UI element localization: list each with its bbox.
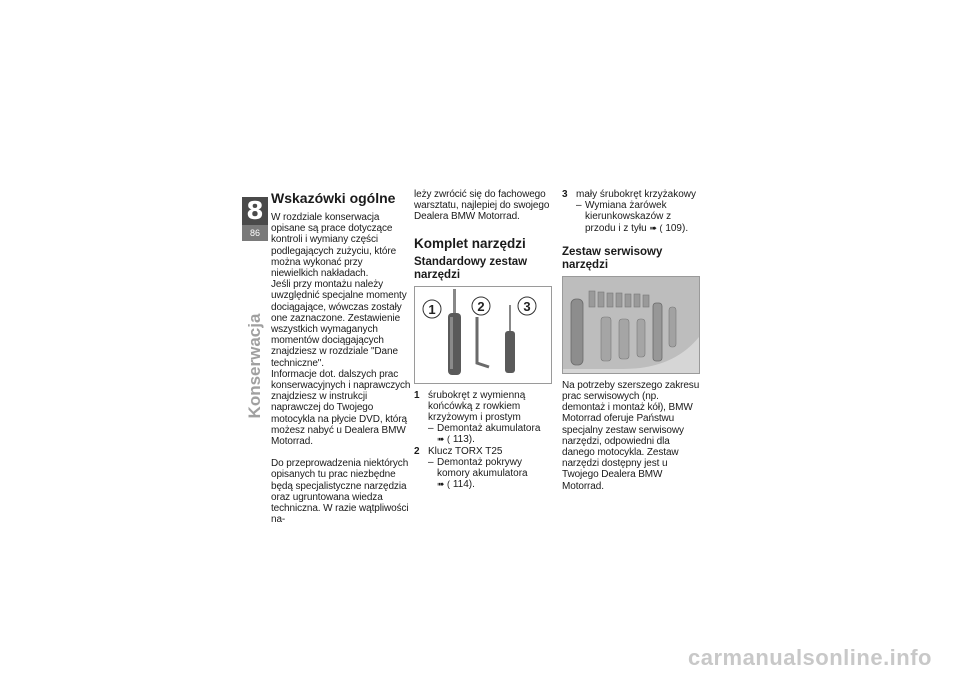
list-item: 1 śrubokręt z wymienną końcówką z rowkiem krzyżowym i prostym: [414, 389, 526, 424]
subsection-title-service: Zestaw serwisowy narzędzi: [562, 245, 663, 271]
reference-arrow-icon: ➠ (: [437, 479, 451, 490]
reference-arrow-icon: ➠ (: [437, 434, 451, 445]
paragraph: Na potrzeby szerszego zakresu prac serwisowych (np. demontaż i montaż kół), BMW Motorrad oferuje Państwu specjalny zestaw serwisowy narzędzi, odpowiedni dla danego motocykla. Zestaw narzędzi dostępny jest u Twojego Dealera BMW Motorrad.: [562, 379, 700, 492]
figure-label-1: 1: [428, 301, 436, 317]
list-subitem: – Demontaż pokrywy komory akumulatora ➠ ( 114).: [428, 456, 528, 491]
figure-label-2: 2: [477, 298, 485, 314]
section-title-toolkit: Komplet narzędzi: [414, 235, 526, 251]
standard-toolkit-image: [414, 286, 552, 384]
watermark: carmanualsonline.info: [688, 645, 932, 670]
page-reference[interactable]: 114).: [452, 479, 475, 491]
paragraph: leży zwrócić się do fachowego warsztatu, najlepiej do swojego Dealera BMW Motorrad.: [414, 189, 550, 223]
page-reference[interactable]: 113).: [452, 434, 475, 446]
service-toolkit-image: [562, 276, 700, 374]
chapter-tab: [242, 197, 268, 241]
page-reference[interactable]: 109).: [665, 222, 689, 234]
paragraph: Do przeprowadzenia niektórych opisanych tu prac niezbędne będą specjalistyczne narzędzia oraz ugruntowana wiedza techniczna. W razie wątpliwości na-: [271, 458, 409, 526]
list-item: 2 Klucz TORX T25: [414, 445, 503, 457]
list-subitem: – Demontaż akumulatora ➠ ( 113).: [428, 423, 541, 446]
page-number: 86: [242, 225, 268, 241]
section-title-general: Wskazówki ogólne: [271, 190, 396, 206]
chapter-label: Konserwacja: [245, 313, 264, 419]
paragraph: Jeśli przy montażu należy uwzględnić specjalne momenty dociągające, wówczas zostały one zaznaczone. Zestawienie wszystkich wymaganych momentów dociągających znajdziesz w rozdziale "Dane techniczne".: [271, 279, 407, 369]
column-1: [271, 189, 411, 525]
paragraph: Informacje dot. dalszych prac konserwacyjnych i naprawczych znajdziesz w instrukcji naprawczej do Twojego motocykla na płycie DVD, którą możesz nabyć u Dealera BMW Motorrad.: [271, 368, 411, 448]
list-subitem: – Wymiana żarówek kierunkowskazów z przodu i z tyłu ➠ ( 109).: [576, 200, 689, 234]
list-item: 3 mały śrubokręt krzyżakowy: [562, 189, 697, 200]
figure-label-3: 3: [523, 298, 531, 314]
subsection-title-standard: Standardowy zestaw narzędzi: [414, 255, 528, 281]
column-3: [562, 189, 702, 492]
column-2: [414, 189, 554, 490]
tool-list-cont: [562, 189, 702, 234]
reference-arrow-icon: ➠ (: [649, 222, 663, 233]
chapter-number: 8: [246, 196, 264, 225]
tool-list: [414, 390, 554, 491]
paragraph: W rozdziale konserwacja opisane są prace dotyczące kontroli i wymiany części podlegających zużyciu, które można wykonać przy niewielkich nakładach.: [271, 212, 397, 280]
